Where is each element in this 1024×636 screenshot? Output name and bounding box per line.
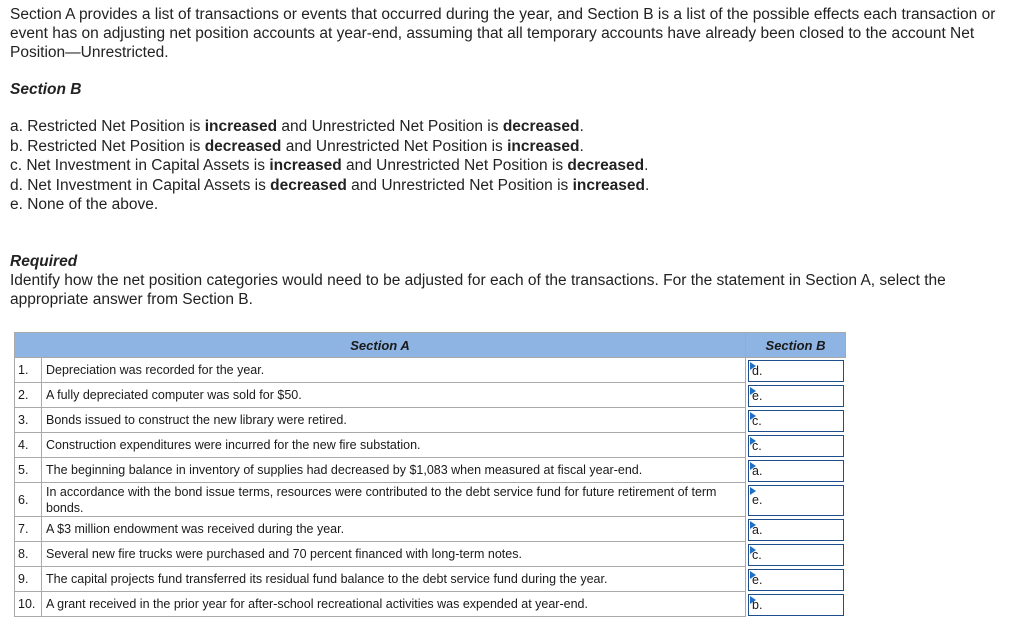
option-d: d. Net Investment in Capital Assets is decreased and Unrestricted Net Position is increased. bbox=[10, 176, 650, 194]
dropdown-flag-icon bbox=[750, 487, 756, 495]
answer-value: e. bbox=[752, 493, 763, 507]
dropdown-flag-icon bbox=[750, 412, 756, 420]
section-b-options bbox=[10, 117, 1020, 215]
answer-cell bbox=[746, 567, 846, 592]
table-row bbox=[15, 358, 846, 383]
section-b-header: Section B bbox=[746, 333, 846, 358]
table-row bbox=[15, 383, 846, 408]
answer-dropdown[interactable] bbox=[748, 410, 844, 432]
answer-cell bbox=[746, 358, 846, 383]
option-c: c. Net Investment in Capital Assets is increased and Unrestricted Net Position is decreased. bbox=[10, 157, 649, 174]
row-description: The beginning balance in inventory of supplies had decreased by $1,083 when measured at fiscal year-end. bbox=[42, 458, 746, 483]
answer-value: e. bbox=[752, 572, 763, 587]
table-row bbox=[15, 408, 846, 433]
answer-cell bbox=[746, 433, 846, 458]
answer-value: c. bbox=[752, 413, 762, 428]
row-number: 9. bbox=[15, 567, 42, 592]
dropdown-flag-icon bbox=[750, 362, 756, 370]
answer-dropdown[interactable] bbox=[748, 460, 844, 482]
row-number: 2. bbox=[15, 383, 42, 408]
dropdown-flag-icon bbox=[750, 571, 756, 579]
dropdown-flag-icon bbox=[750, 546, 756, 554]
answer-table bbox=[14, 332, 846, 617]
dropdown-flag-icon bbox=[750, 387, 756, 395]
row-number: 6. bbox=[15, 483, 42, 517]
option-a: a. Restricted Net Position is increased and Unrestricted Net Position is decreased. bbox=[10, 118, 584, 135]
table-row bbox=[15, 567, 846, 592]
answer-dropdown[interactable] bbox=[748, 519, 844, 541]
answer-value: a. bbox=[752, 522, 763, 537]
row-description: Construction expenditures were incurred for the new fire substation. bbox=[42, 433, 746, 458]
table-row bbox=[15, 542, 846, 567]
row-number: 4. bbox=[15, 433, 42, 458]
section-a-header: Section A bbox=[15, 333, 746, 358]
row-number: 7. bbox=[15, 517, 42, 542]
answer-cell bbox=[746, 483, 846, 517]
row-description: A $3 million endowment was received during the year. bbox=[42, 517, 746, 542]
answer-dropdown[interactable] bbox=[748, 569, 844, 591]
row-number: 8. bbox=[15, 542, 42, 567]
required-heading: Required bbox=[10, 252, 78, 270]
answer-value: d. bbox=[752, 363, 763, 378]
answer-cell bbox=[746, 592, 846, 617]
row-description: Bonds issued to construct the new library were retired. bbox=[42, 408, 746, 433]
answer-dropdown[interactable] bbox=[748, 435, 844, 457]
required-text: Identify how the net position categories would need to be adjusted for each of the transactions. For the statement in Section A, select the appropriate answer from Section B. bbox=[10, 271, 946, 308]
row-description: The capital projects fund transferred its residual fund balance to the debt service fund during the year. bbox=[42, 567, 746, 592]
answer-dropdown[interactable] bbox=[748, 385, 844, 407]
answer-cell bbox=[746, 517, 846, 542]
answer-value: b. bbox=[752, 597, 763, 612]
row-description: Several new fire trucks were purchased and 70 percent financed with long-term notes. bbox=[42, 542, 746, 567]
answer-cell bbox=[746, 383, 846, 408]
dropdown-flag-icon bbox=[750, 462, 756, 470]
intro-paragraph: Section A provides a list of transactions or events that occurred during the year, and Section B is a list of the possible effects each transaction or event has on adjusting net position accounts at year-end, assuming that all temporary accounts have already been closed to the account Net Position—Unrestricted. bbox=[10, 6, 996, 61]
answer-value: e. bbox=[752, 388, 763, 403]
row-description: A fully depreciated computer was sold for $50. bbox=[42, 383, 746, 408]
table-header-row bbox=[15, 333, 846, 358]
row-number: 10. bbox=[15, 592, 42, 617]
answer-dropdown[interactable] bbox=[748, 594, 844, 616]
row-number: 3. bbox=[15, 408, 42, 433]
answer-cell bbox=[746, 542, 846, 567]
option-b: b. Restricted Net Position is decreased and Unrestricted Net Position is increased. bbox=[10, 137, 584, 155]
dropdown-flag-icon bbox=[750, 521, 756, 529]
table-row bbox=[15, 483, 846, 517]
table-row bbox=[15, 458, 846, 483]
table-row bbox=[15, 433, 846, 458]
section-b-heading: Section B bbox=[10, 81, 82, 98]
answer-value: c. bbox=[752, 547, 762, 562]
row-number: 5. bbox=[15, 458, 42, 483]
answer-dropdown[interactable] bbox=[748, 544, 844, 566]
answer-dropdown[interactable] bbox=[748, 360, 844, 382]
answer-value: c. bbox=[752, 438, 762, 453]
row-description: In accordance with the bond issue terms, resources were contributed to the debt service fund for future retirement of term bonds. bbox=[42, 483, 746, 517]
answer-cell bbox=[746, 458, 846, 483]
answer-cell bbox=[746, 408, 846, 433]
dropdown-flag-icon bbox=[750, 437, 756, 445]
row-description: Depreciation was recorded for the year. bbox=[42, 358, 746, 383]
answer-dropdown[interactable] bbox=[748, 485, 844, 516]
row-number: 1. bbox=[15, 358, 42, 383]
answer-value: a. bbox=[752, 463, 763, 478]
table-row bbox=[15, 592, 846, 617]
problem-page bbox=[10, 5, 1020, 309]
dropdown-flag-icon bbox=[750, 596, 756, 604]
row-description: A grant received in the prior year for after-school recreational activities was expended at year-end. bbox=[42, 592, 746, 617]
option-e: e. None of the above. bbox=[10, 196, 159, 213]
table-row bbox=[15, 517, 846, 542]
